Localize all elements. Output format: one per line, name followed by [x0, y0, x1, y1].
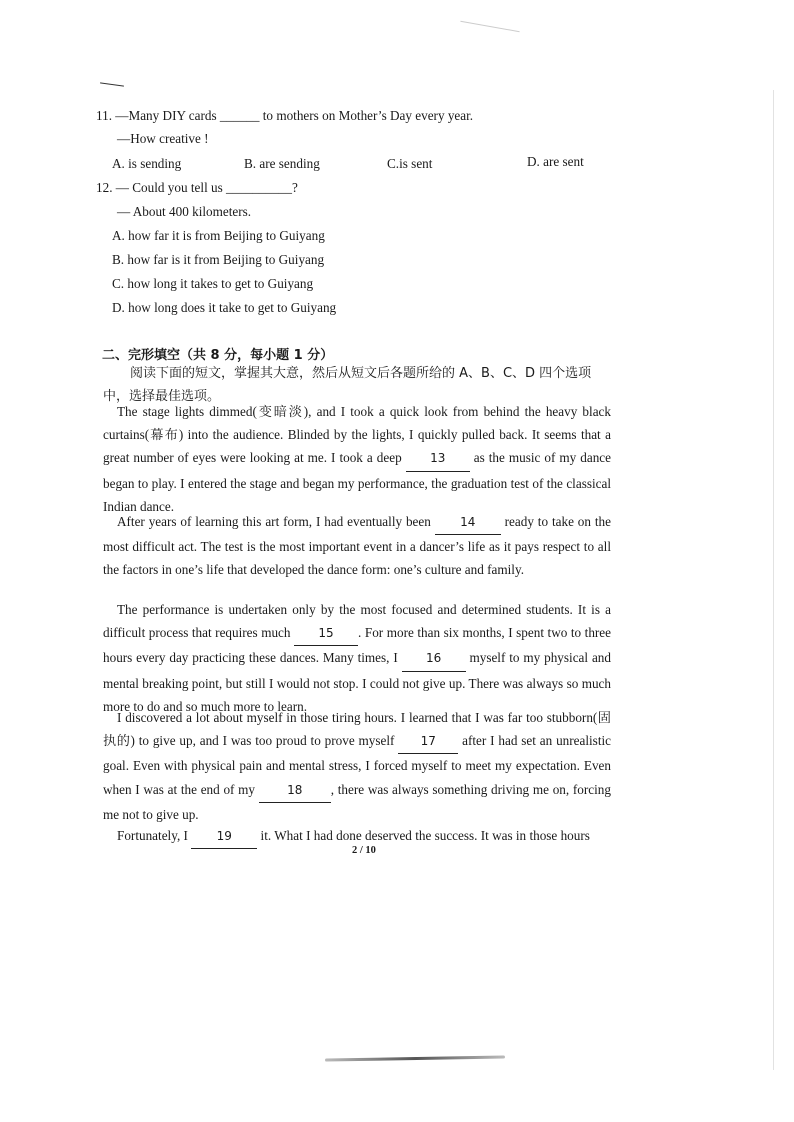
section-instructions-2: 中，选择最佳选项。: [103, 389, 221, 404]
scan-pen-mark: [100, 82, 124, 86]
p1-text-a: The stage lights dimmed(变暗淡), and I took a quick look from behind the heavy black curtains(幕布) into the audience. Blinded by the lights, I quickly pulled back. It seems that a great number of eyes were looking at me. I took a deep: [103, 404, 611, 466]
p2-text-a: After years of learning this art form, I had eventually been: [117, 514, 435, 529]
blank-15[interactable]: 15: [294, 622, 358, 646]
q12-option-c[interactable]: C. how long it takes to get to Guiyang: [112, 276, 314, 291]
blank-19[interactable]: 19: [191, 825, 257, 849]
q11-stem: 11. —Many DIY cards ______ to mothers on Mother’s Day every year.: [96, 108, 474, 123]
passage-paragraph-2: [103, 510, 611, 582]
blank-16[interactable]: 16: [402, 647, 466, 671]
blank-14[interactable]: 14: [435, 511, 501, 535]
q11-option-a[interactable]: A. is sending: [112, 156, 182, 171]
blank-18[interactable]: 18: [259, 779, 331, 803]
q12-stem: 12. — Could you tell us __________?: [96, 180, 298, 195]
scan-artifact: [460, 21, 519, 32]
passage-paragraph-3: [103, 598, 611, 718]
q11-option-b[interactable]: B. are sending: [244, 156, 320, 171]
p5-text-b: it. What I had done deserved the success. It was in those hours: [257, 828, 590, 843]
p3-text-b: . For more than six months, I spent two to three hours every day practicing these dances. Many times, I: [103, 625, 612, 666]
p3-text-c: myself to my physical and mental breaking point, but still I would not stop. I could not give up. There was always so much more to do and so much more to learn.: [103, 650, 611, 714]
p2-text-b: ready to take on the most difficult act. The test is the most important event in a dancer’s life as it pays respect to all the factors in one’s life that developed the dance form: one’s culture and family.: [103, 514, 611, 578]
q11-option-d[interactable]: D. are sent: [527, 154, 584, 169]
q11-option-c[interactable]: C.is sent: [387, 156, 433, 171]
passage-paragraph-4: [103, 706, 611, 826]
section-title: 二、完形填空（共 8 分，每小题 1 分）: [102, 348, 334, 363]
p5-text-a: Fortunately, I: [117, 828, 192, 843]
p1-text-b: as the music of my dance began to play. I entered the stage and began my performance, the graduation test of the classical Indian dance.: [103, 450, 611, 514]
q12-option-b[interactable]: B. how far is it from Beijing to Guiyang: [112, 252, 325, 267]
blank-17[interactable]: 17: [398, 730, 458, 754]
section-instructions-1: 阅读下面的短文，掌握其大意，然后从短文后各题所给的 A、B、C、D 四个选项: [130, 366, 592, 381]
p4-text-b: after I had set an unrealistic goal. Even with physical pain and mental stress, I forced myself to meet my expectation. Even when I was at the end of my: [103, 733, 611, 797]
scan-streak: [325, 1055, 505, 1061]
passage-paragraph-1: [103, 400, 611, 518]
scan-edge: [773, 90, 774, 1070]
p4-text-a: I discovered a lot about myself in those tiring hours. I learned that I was far too stubborn(固执的) to give up, and I was too proud to prove myself: [103, 710, 611, 749]
p3-text-a: The performance is undertaken only by the most focused and determined students. It is a difficult process that requires much: [103, 602, 611, 641]
page-number: 2 / 10: [352, 845, 376, 856]
p4-text-c: , there was always something driving me on, forcing me not to give up.: [103, 781, 611, 822]
q12-option-a[interactable]: A. how far it is from Beijing to Guiyang: [112, 228, 325, 243]
q12-option-d[interactable]: D. how long does it take to get to Guiyang: [112, 300, 337, 315]
blank-13[interactable]: 13: [406, 447, 470, 471]
q12-reply: — About 400 kilometers.: [117, 204, 252, 219]
q11-reply: —How creative !: [117, 131, 209, 146]
